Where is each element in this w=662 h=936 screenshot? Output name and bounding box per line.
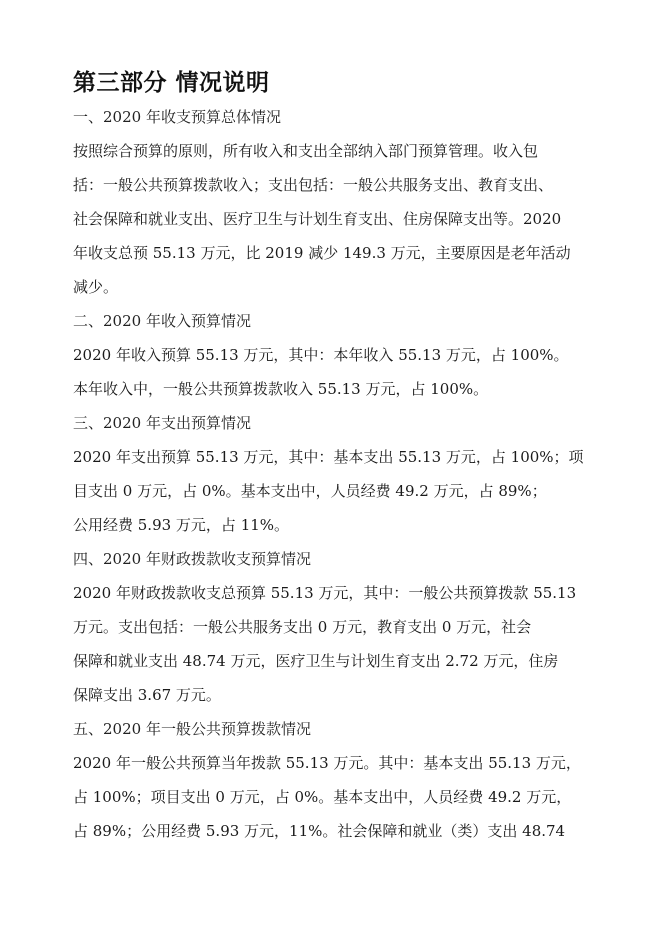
paragraph-line: 括：一般公共预算拨款收入；支出包括：一般公共服务支出、教育支出、	[73, 176, 554, 194]
section-heading: 四、2020 年财政拨款收支预算情况	[73, 550, 311, 568]
paragraph-line: 2020 年一般公共预算当年拨款 55.13 万元。其中：基本支出 55.13 万元，	[73, 754, 581, 772]
paragraph-line: 2020 年财政拨款收支总预算 55.13 万元，其中：一般公共预算拨款 55.13	[73, 584, 577, 602]
paragraph-line: 万元。支出包括：一般公共服务支出 0 万元，教育支出 0 万元，社会	[73, 618, 532, 636]
section-heading: 一、2020 年收支预算总体情况	[73, 108, 281, 126]
section-overall	[73, 100, 603, 304]
page-title: 第三部分 情况说明	[73, 70, 270, 96]
paragraph-line: 公用经费 5.93 万元，占 11%。	[73, 516, 290, 534]
section-fiscal-allocation	[73, 542, 603, 712]
section-heading: 三、2020 年支出预算情况	[73, 414, 251, 432]
paragraph-line: 目支出 0 万元，占 0%。基本支出中，人员经费 49.2 万元，占 89%；	[73, 482, 547, 500]
paragraph-line: 保障和就业支出 48.74 万元，医疗卫生与计划生育支出 2.72 万元，住房	[73, 652, 559, 670]
section-heading: 二、2020 年收入预算情况	[73, 312, 251, 330]
paragraph-line: 保障支出 3.67 万元。	[73, 686, 221, 704]
paragraph-line: 2020 年支出预算 55.13 万元，其中：基本支出 55.13 万元，占 100%；项	[73, 448, 584, 466]
paragraph-line: 年收支总预 55.13 万元，比 2019 减少 149.3 万元，主要原因是老年活动	[73, 244, 571, 262]
paragraph-line: 本年收入中，一般公共预算拨款收入 55.13 万元，占 100%。	[73, 380, 489, 398]
section-income	[73, 304, 603, 406]
paragraph-line: 社会保障和就业支出、医疗卫生与计划生育支出、住房保障支出等。2020	[73, 210, 562, 228]
document-page	[73, 66, 603, 848]
section-heading: 五、2020 年一般公共预算拨款情况	[73, 720, 311, 738]
paragraph-line: 减少。	[73, 278, 119, 296]
paragraph-line: 2020 年收入预算 55.13 万元，其中：本年收入 55.13 万元，占 100%。	[73, 346, 569, 364]
section-expenditure	[73, 406, 603, 542]
paragraph-line: 占 89%；公用经费 5.93 万元，11%。社会保障和就业（类）支出 48.74	[73, 822, 566, 840]
paragraph-line: 按照综合预算的原则，所有收入和支出全部纳入部门预算管理。收入包	[73, 142, 539, 160]
paragraph-line: 占 100%；项目支出 0 万元，占 0%。基本支出中，人员经费 49.2 万元，	[73, 788, 572, 806]
section-general-public-budget	[73, 712, 603, 848]
